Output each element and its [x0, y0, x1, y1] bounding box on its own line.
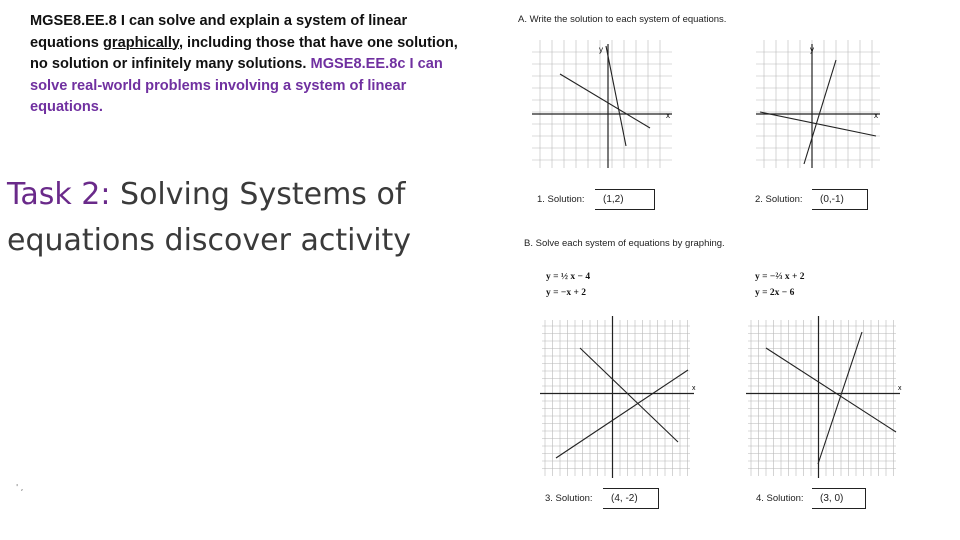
solution-2-box: (0,-1)	[812, 189, 868, 210]
graph-3-line-a	[556, 370, 688, 458]
solution-3-box: (4, -2)	[603, 488, 659, 509]
solution-2-label: 2. Solution:	[755, 194, 803, 205]
part-a-heading: A. Write the solution to each system of equations.	[518, 14, 727, 25]
graph-3	[540, 312, 698, 478]
graph-2	[756, 40, 884, 170]
task-title-text: Solving Systems of equations discover activity	[7, 177, 412, 258]
worksheet	[490, 0, 960, 540]
solution-3-label: 3. Solution:	[545, 493, 593, 504]
learning-standard	[30, 11, 470, 119]
graph-2-axes	[756, 44, 880, 168]
standard-text-1b: , including those that have one solution, no solution or infinitely many solutions.	[30, 34, 458, 72]
graph-4-line-b	[818, 332, 862, 464]
solution-1-label: 1. Solution:	[537, 194, 585, 205]
graph-1-y-label: y	[599, 45, 603, 54]
problem-3-equation-2: y = −x + 2	[546, 288, 586, 298]
task-prefix: Task 2:	[7, 177, 111, 212]
standard-text-1a: I can solve and explain a system of linear equations	[30, 13, 408, 51]
solution-4-box: (3, 0)	[812, 488, 866, 509]
graph-2-grid	[756, 40, 880, 168]
graph-1-axes	[532, 44, 672, 168]
standard-text-2: I can solve real-world problems involving a system of linear equations.	[30, 56, 443, 115]
problem-3-equation-1: y = ½ x − 4	[546, 272, 591, 282]
solution-4-label: 4. Solution:	[756, 493, 804, 504]
graph-3-x-label: x	[692, 385, 696, 392]
standard-code-2: MGSE8.EE.8c	[310, 56, 406, 72]
task-title	[7, 172, 487, 264]
graph-4	[746, 312, 904, 478]
part-b-heading: B. Solve each system of equations by graphing.	[524, 238, 725, 249]
graph-1-line-b	[560, 74, 650, 128]
problem-4-equation-1: y = −⅔ x + 2	[755, 272, 805, 282]
graph-1	[532, 40, 680, 170]
graph-2-y-label: y	[810, 45, 814, 54]
graph-1-grid	[532, 40, 672, 168]
standard-underlined-word: graphically	[102, 34, 179, 51]
corner-marks: ' ,	[16, 483, 24, 492]
graph-3-line-b	[580, 348, 678, 442]
graph-4-line-a	[766, 348, 896, 432]
graph-2-x-label: x	[874, 111, 878, 120]
solution-1-box: (1,2)	[595, 189, 655, 210]
problem-4-equation-2: y = 2x − 6	[755, 288, 795, 298]
graph-4-x-label: x	[898, 385, 902, 392]
graph-1-line-a	[606, 46, 626, 146]
graph-1-x-label: x	[666, 111, 670, 120]
standard-code-1: MGSE8.EE.8	[30, 13, 117, 29]
